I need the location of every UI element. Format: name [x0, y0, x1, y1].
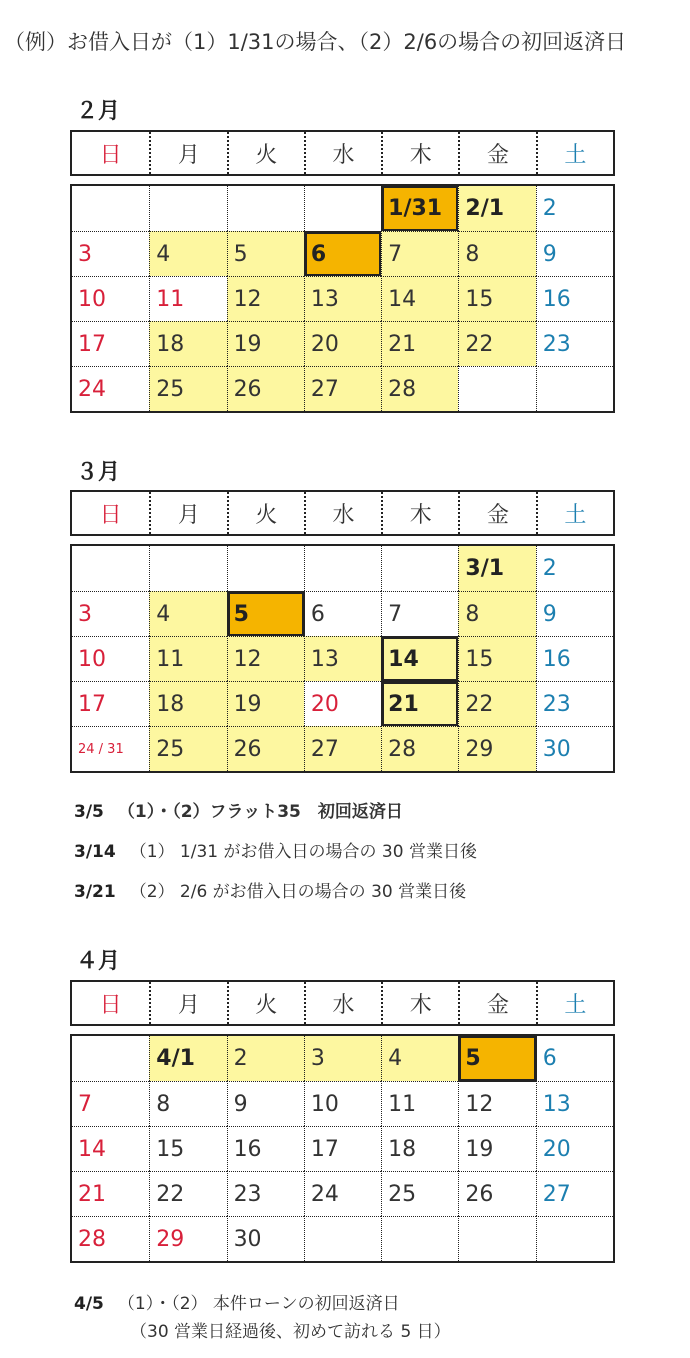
- day-cell: 4: [149, 591, 226, 636]
- note-date: 4/5: [74, 1294, 104, 1314]
- calendar-apr: [70, 980, 615, 1263]
- day-cell: 29: [149, 1216, 226, 1261]
- day-cell: 21: [72, 1171, 149, 1216]
- weekday-4: 木: [381, 132, 458, 174]
- day-cell: 11: [149, 636, 226, 681]
- day-cell: 7: [381, 231, 458, 276]
- day-cell: 27: [536, 1171, 613, 1216]
- day-cell: [458, 1216, 535, 1261]
- weekday-0: 日: [99, 502, 122, 528]
- day-cell: 6: [304, 591, 381, 636]
- weekday-2: 火: [227, 982, 304, 1024]
- day-cell: 5: [227, 231, 304, 276]
- note-text: （1）・（2） 本件ローンの初回返済日: [117, 1294, 400, 1314]
- weekday-3: 水: [304, 132, 381, 174]
- day-cell: 26: [227, 726, 304, 771]
- day-cell: 14: [381, 276, 458, 321]
- day-cell: [227, 546, 304, 591]
- example-title: （例）お借入日が（1）1/31の場合、（2）2/6の場合の初回返済日: [4, 30, 627, 54]
- day-cell: 16: [536, 276, 613, 321]
- day-cell: 9: [536, 231, 613, 276]
- day-cell: 12: [458, 1081, 535, 1126]
- weekday-header: [70, 130, 615, 176]
- day-cell: [149, 186, 226, 231]
- weekday-2: 火: [227, 132, 304, 174]
- day-cell: 28: [381, 726, 458, 771]
- march-notes: [74, 792, 477, 912]
- day-cell: 25: [149, 726, 226, 771]
- day-cell: 16: [227, 1126, 304, 1171]
- day-cell: 3: [304, 1036, 381, 1081]
- month-label-mar: ３月: [76, 460, 121, 485]
- day-cell: 17: [72, 321, 149, 366]
- day-cell: 23: [536, 321, 613, 366]
- day-cell: [304, 1216, 381, 1261]
- day-cell: [536, 1216, 613, 1261]
- weekday-6: 土: [536, 492, 613, 534]
- day-cell: 10: [72, 276, 149, 321]
- day-cell: 26: [227, 366, 304, 411]
- day-cell: 20: [304, 681, 381, 726]
- day-cell: 17: [72, 681, 149, 726]
- day-cell: 23: [536, 681, 613, 726]
- weekday-0: 日: [99, 142, 122, 168]
- day-cell: 4/1: [149, 1036, 226, 1081]
- note-row: [74, 872, 477, 912]
- weekday-3: 水: [304, 982, 381, 1024]
- day-cell: [72, 546, 149, 591]
- note-text: （1）・（2）フラット35 初回返済日: [117, 802, 403, 822]
- weekday-6: 土: [536, 132, 613, 174]
- day-cell: 20: [536, 1126, 613, 1171]
- note-text: （1） 1/31 がお借入日の場合の 30 営業日後: [129, 842, 477, 862]
- day-cell: [381, 546, 458, 591]
- day-cell: 14: [381, 636, 458, 681]
- day-cell: 27: [304, 726, 381, 771]
- april-note: [74, 1290, 451, 1346]
- day-cell: 8: [458, 591, 535, 636]
- day-cell: 6: [536, 1036, 613, 1081]
- weekday-1: 月: [149, 492, 226, 534]
- weekday-2: 火: [227, 492, 304, 534]
- weekday-3: 水: [304, 492, 381, 534]
- day-cell: 15: [149, 1126, 226, 1171]
- weekday-4: 木: [381, 492, 458, 534]
- day-cell: 24: [304, 1171, 381, 1216]
- day-cell: 3: [72, 591, 149, 636]
- day-cell: 1/31: [381, 186, 458, 231]
- day-cell: 17: [304, 1126, 381, 1171]
- day-cell: 11: [381, 1081, 458, 1126]
- calendar-grid: [70, 184, 615, 413]
- note-date: 3/5: [74, 802, 104, 822]
- day-cell: [381, 1216, 458, 1261]
- day-cell: 19: [227, 321, 304, 366]
- note-text: （2） 2/6 がお借入日の場合の 30 営業日後: [129, 882, 467, 902]
- day-cell: 8: [149, 1081, 226, 1126]
- day-cell: 12: [227, 276, 304, 321]
- day-cell: 30: [227, 1216, 304, 1261]
- day-cell: [304, 546, 381, 591]
- day-cell: 9: [536, 591, 613, 636]
- day-cell: 18: [149, 681, 226, 726]
- day-cell: 21: [381, 681, 458, 726]
- day-cell: [149, 546, 226, 591]
- day-cell: 21: [381, 321, 458, 366]
- day-cell: 22: [458, 321, 535, 366]
- weekday-6: 土: [536, 982, 613, 1024]
- day-cell: 4: [149, 231, 226, 276]
- day-cell: 12: [227, 636, 304, 681]
- day-cell: 23: [227, 1171, 304, 1216]
- note-row: [74, 832, 477, 872]
- day-cell: 19: [227, 681, 304, 726]
- april-note-line2: （30 営業日経過後、初めて訪れる 5 日）: [130, 1322, 451, 1342]
- day-cell: 22: [458, 681, 535, 726]
- weekday-5: 金: [458, 982, 535, 1024]
- day-cell: 4: [381, 1036, 458, 1081]
- day-cell: [304, 186, 381, 231]
- day-cell: 18: [149, 321, 226, 366]
- day-cell: 10: [72, 636, 149, 681]
- day-cell: 13: [536, 1081, 613, 1126]
- day-cell: 3: [72, 231, 149, 276]
- day-cell: 7: [381, 591, 458, 636]
- note-row: [74, 792, 477, 832]
- day-cell: 16: [536, 636, 613, 681]
- month-label-apr: ４月: [76, 949, 121, 974]
- day-cell: 2: [536, 186, 613, 231]
- day-cell: 3/1: [458, 546, 535, 591]
- day-cell: 11: [149, 276, 226, 321]
- day-cell: 6: [304, 231, 381, 276]
- weekday-0: 日: [99, 992, 122, 1018]
- month-label-feb: ２月: [76, 99, 121, 124]
- calendar-feb: [70, 130, 615, 413]
- day-cell: 2/1: [458, 186, 535, 231]
- day-cell: 13: [304, 276, 381, 321]
- day-cell: 20: [304, 321, 381, 366]
- weekday-4: 木: [381, 982, 458, 1024]
- day-cell: 10: [304, 1081, 381, 1126]
- day-cell: [536, 366, 613, 411]
- day-cell: 22: [149, 1171, 226, 1216]
- weekday-header: [70, 490, 615, 536]
- day-cell: 7: [72, 1081, 149, 1126]
- day-cell: 15: [458, 276, 535, 321]
- day-cell: 24 / 31: [72, 726, 149, 771]
- day-cell: 2: [227, 1036, 304, 1081]
- day-cell: 27: [304, 366, 381, 411]
- day-cell: 9: [227, 1081, 304, 1126]
- day-cell: 30: [536, 726, 613, 771]
- day-cell: 5: [227, 591, 304, 636]
- weekday-5: 金: [458, 132, 535, 174]
- day-cell: 8: [458, 231, 535, 276]
- day-cell: 28: [381, 366, 458, 411]
- day-cell: 26: [458, 1171, 535, 1216]
- note-date: 3/21: [74, 882, 116, 902]
- weekday-header: [70, 980, 615, 1026]
- day-cell: 28: [72, 1216, 149, 1261]
- weekday-5: 金: [458, 492, 535, 534]
- day-cell: 19: [458, 1126, 535, 1171]
- calendar-grid: [70, 1034, 615, 1263]
- day-cell: 13: [304, 636, 381, 681]
- april-note-line1: [74, 1290, 451, 1318]
- day-cell: 29: [458, 726, 535, 771]
- weekday-1: 月: [149, 132, 226, 174]
- day-cell: 18: [381, 1126, 458, 1171]
- day-cell: 24: [72, 366, 149, 411]
- note-date: 3/14: [74, 842, 116, 862]
- day-cell: 14: [72, 1126, 149, 1171]
- calendar-grid: [70, 544, 615, 773]
- day-cell: [72, 1036, 149, 1081]
- day-cell: [72, 186, 149, 231]
- calendar-mar: [70, 490, 615, 773]
- day-cell: 25: [381, 1171, 458, 1216]
- day-cell: 2: [536, 546, 613, 591]
- day-cell: [458, 366, 535, 411]
- day-cell: [227, 186, 304, 231]
- day-cell: 15: [458, 636, 535, 681]
- day-cell: 5: [458, 1036, 535, 1081]
- weekday-1: 月: [149, 982, 226, 1024]
- day-cell: 25: [149, 366, 226, 411]
